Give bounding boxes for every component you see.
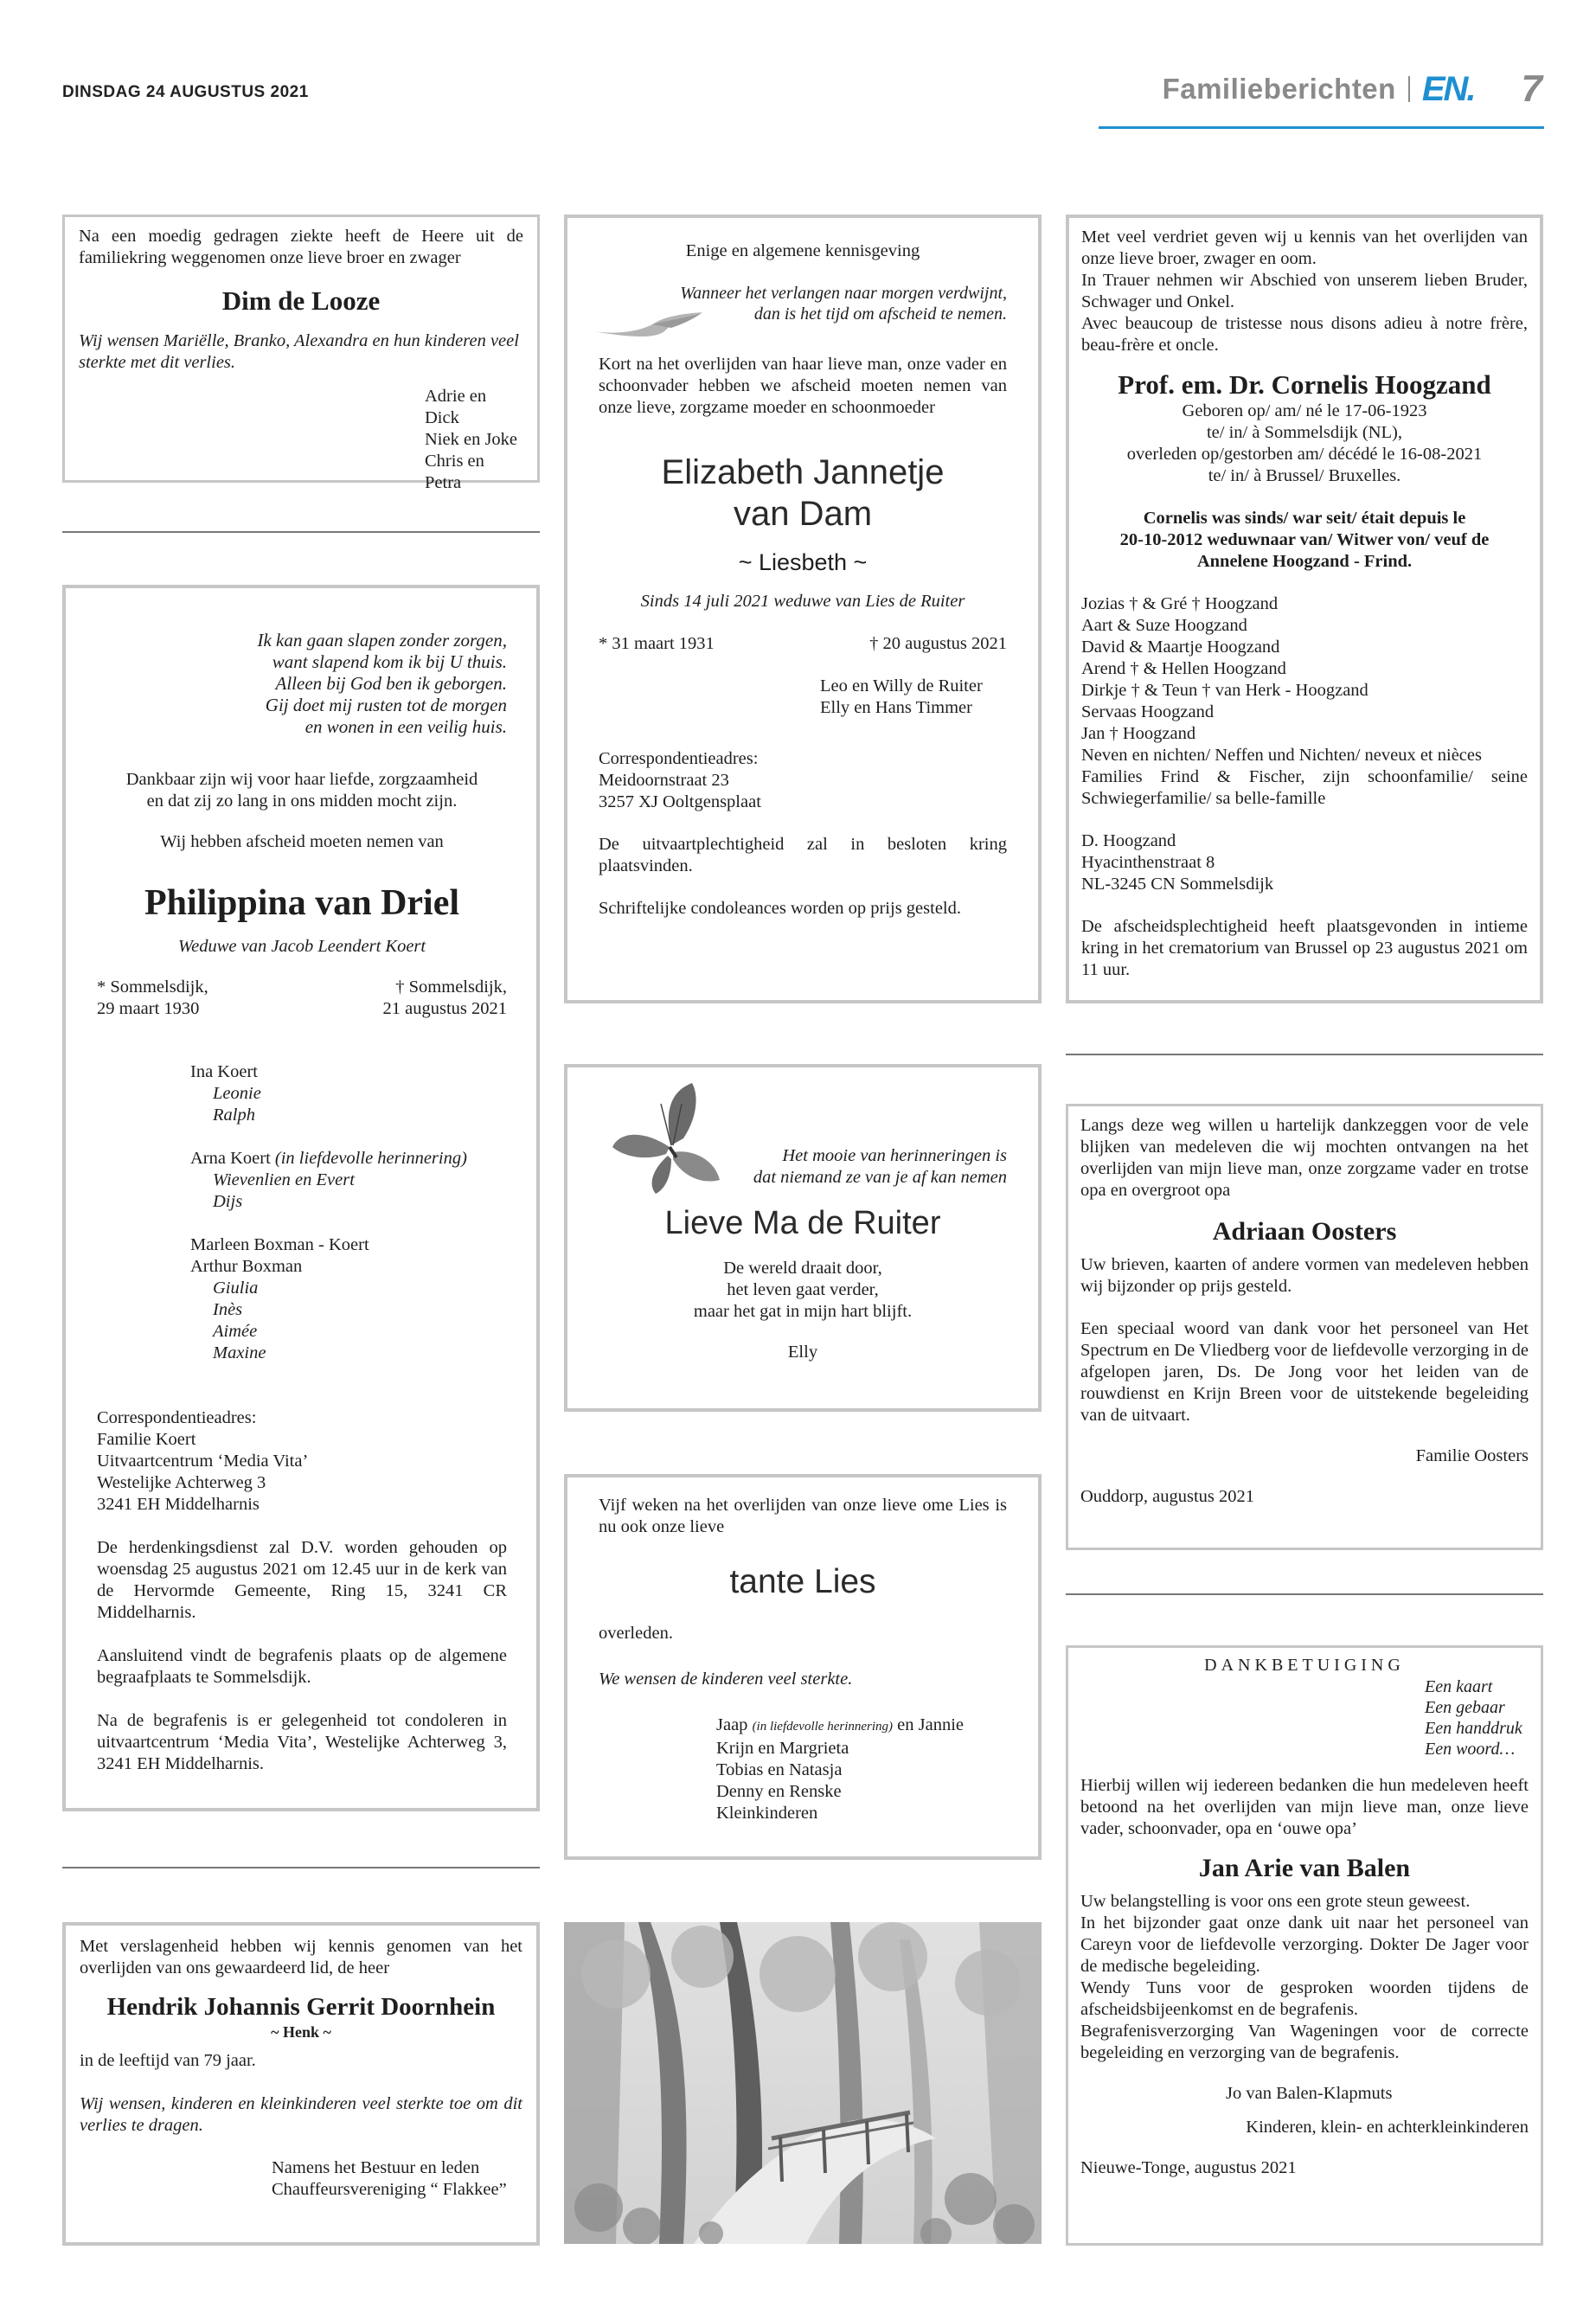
ad-place: Nieuwe-Tonge, augustus 2021	[1080, 2158, 1297, 2177]
family-member: Arend † & Hellen Hoogzand	[1081, 659, 1286, 678]
poem-line: Alleen bij God ben ik geborgen.	[275, 673, 507, 694]
page-header	[1163, 67, 1542, 111]
ad-signature: Elly	[787, 1343, 818, 1362]
death-place: † Sommelsdijk,	[395, 977, 507, 997]
column-divider	[62, 531, 540, 533]
header-divider	[1408, 76, 1410, 102]
ad-widow: Weduwe van Jacob Leendert Koert	[177, 937, 426, 956]
ad-condolence: Na de begrafenis is er gelegenheid tot condoleren in uitvaartcentrum ‘Media Vita’, Westelijke Achterweg 3, 3241 EH Middelharnis.	[97, 1711, 507, 1773]
page-number: 7	[1521, 67, 1542, 110]
column-divider	[62, 1867, 540, 1868]
ad-poem	[599, 1258, 1007, 1323]
ad-condolences: Schriftelijke condoleances worden op prijs gesteld.	[599, 899, 961, 918]
ad-burial: Aansluitend vindt de begrafenis plaats op de algemene begraafplaats te Sommelsdijk.	[97, 1646, 507, 1687]
en-logo: EN.	[1421, 69, 1475, 108]
ad-intro: Kort na het overlijden van haar lieve man, onze vader en schoonvader hebben we afscheid moeten nemen van onze lieve, zorgzame moeder en schoonmoeder	[599, 355, 1007, 417]
birth-info	[97, 977, 208, 1020]
gratitude-line: Dankbaar zijn wij voor haar liefde, zorgzaamheid	[125, 770, 478, 789]
ad-jan-arie-van-balen	[1066, 1645, 1543, 2246]
poem-line: het leven gaat verder,	[727, 1280, 879, 1299]
birth-date: * 31 maart 1931	[599, 634, 715, 653]
ad-signature: Kinderen, klein- en achterkleinkinderen	[1246, 2118, 1529, 2137]
name-line: van Dam	[733, 495, 873, 533]
ad-quote-line: dan is het tijd om afscheid te nemen.	[753, 304, 1007, 324]
gratitude-line: en dat zij zo lang in ons midden mocht zijn.	[146, 792, 458, 811]
ad-dates	[97, 977, 507, 1020]
family-member: Maxine	[213, 1343, 266, 1362]
signature-line: Namens het Bestuur en leden	[272, 2158, 480, 2177]
ad-name: Dim de Looze	[221, 285, 381, 316]
ad-correspondence	[599, 748, 1007, 813]
detail-line: overleden op/gestorben am/ décédé le 16-08-2021	[1126, 445, 1483, 464]
header-rule	[1099, 126, 1544, 129]
ad-tante-lies	[564, 1474, 1042, 1860]
ad-correspondence	[97, 1407, 507, 1516]
ad-intro: Na een moedig gedragen ziekte heeft de Heere uit de familiekring weggenomen onze lieve broer en zwager	[79, 227, 523, 267]
signatory-name: Jaap	[716, 1715, 748, 1734]
death-date: † 20 augustus 2021	[869, 634, 1007, 653]
ad-nickname: ~ Liesbeth ~	[738, 549, 868, 575]
detail-line: te/ in/ à Brussel/ Bruxelles.	[1208, 466, 1401, 485]
ad-intro: Langs deze weg willen u hartelijk dankzeggen voor de vele blijken van medeleven die wij mochten ontvangen na het overlijden van mijn lieve man, onze zorgzame vader en trotse opa en overgroot opa	[1080, 1116, 1529, 1200]
ad-signature: Familie Oosters	[1415, 1446, 1529, 1465]
section-title: Familieberichten	[1162, 73, 1396, 105]
address-line: 3257 XJ Ooltgensplaat	[599, 792, 761, 811]
signatory: Krijn en Margrieta	[716, 1739, 849, 1758]
ad-name	[599, 452, 1007, 535]
widower-line: Cornelis was sinds/ war seit/ était depuis le	[1143, 509, 1466, 528]
ad-age: in de leeftijd van 79 jaar.	[80, 2051, 256, 2070]
family-note: (in liefdevolle herinnering)	[274, 1149, 467, 1168]
ad-name: Hendrik Johannis Gerrit Doornhein	[106, 1993, 496, 2021]
ad-name: Prof. em. Dr. Cornelis Hoogzand	[1118, 369, 1491, 400]
ad-address	[1081, 830, 1528, 895]
ad-name: tante Lies	[729, 1563, 876, 1600]
ad-gratitude	[97, 769, 507, 812]
name-line: Elizabeth Jannetje	[661, 453, 945, 491]
ad-quote-block	[599, 283, 1007, 333]
detail-line: te/ in/ à Sommelsdijk (NL),	[1206, 423, 1403, 442]
ad-dim-de-looze	[62, 215, 540, 492]
address-line: NL-3245 CN Sommelsdijk	[1081, 875, 1274, 894]
family-member: Jan † Hoogzand	[1081, 724, 1196, 743]
signatory: Leo en Willy de Ruiter	[820, 676, 983, 695]
column-divider	[1066, 1054, 1543, 1055]
family-member: Jozias † & Gré † Hoogzand	[1081, 594, 1279, 613]
forest-path-image	[564, 1922, 1042, 2244]
ad-signatories	[820, 676, 1007, 719]
ad-paragraph: Wendy Tuns voor de gesproken woorden tijdens de afscheidsbijeenkomst en de begrafenis.	[1080, 1978, 1529, 2019]
ad-intro-de: In Trauer nehmen wir Abschied von unserem lieben Bruder, Schwager und Onkel.	[1081, 271, 1528, 311]
signature-line: Chauffeursvereniging “ Flakkee”	[272, 2180, 507, 2199]
column-divider	[1066, 1593, 1543, 1595]
address-line: Westelijke Achterweg 3	[97, 1473, 266, 1492]
ad-place: Ouddorp, augustus 2021	[1080, 1487, 1255, 1506]
detail-line: Geboren op/ am/ né le 17-06-1923	[1182, 401, 1427, 420]
ad-signature: Jo van Balen-Klapmuts	[1226, 2084, 1393, 2103]
signatory: Adrie en Dick	[425, 387, 487, 427]
poem-line: De wereld draait door,	[723, 1259, 882, 1278]
ad-signatories	[425, 386, 523, 494]
ad-philippina-van-driel	[62, 585, 540, 1811]
signatory-name: en Jannie	[897, 1715, 964, 1734]
address-line: Hyacinthenstraat 8	[1081, 853, 1215, 872]
family-member: Dijs	[213, 1192, 243, 1211]
ad-wish: Wij wensen, kinderen en kleinkinderen veel sterkte toe om dit verlies te dragen.	[80, 2094, 522, 2135]
ad-intro-nl: Met veel verdriet geven wij u kennis van het overlijden van onze lieve broer, zwager en oom.	[1081, 228, 1528, 268]
poem-line: Een kaart	[1425, 1677, 1493, 1696]
ad-name: Jan Arie van Balen	[1198, 1854, 1411, 1882]
ad-family	[190, 1061, 507, 1364]
butterfly-icon	[609, 1078, 730, 1199]
family-member: Families Frind & Fischer, zijn schoonfamilie/ seine Schwiegerfamilie/ sa belle-famille	[1081, 767, 1528, 808]
ad-cornelis-hoogzand	[1066, 215, 1543, 1003]
poem-line: en wonen in een veilig huis.	[304, 716, 507, 737]
ad-notice: Enige en algemene kennisgeving	[685, 241, 920, 260]
poem-line: Gij doet mij rusten tot de morgen	[265, 695, 507, 715]
signatory: Niek en Joke	[425, 430, 518, 449]
family-member: Neven en nichten/ Neffen und Nichten/ neveux et nièces	[1081, 746, 1482, 765]
ad-poem	[1425, 1676, 1529, 1759]
signatory: Elly en Hans Timmer	[820, 698, 972, 717]
ad-signatories	[716, 1715, 1007, 1824]
ad-service: De herdenkingsdienst zal D.V. worden gehouden op woensdag 25 augustus 2021 om 12.45 uur in de kerk van de Hervormde Gemeente, Ring 15, 3241 CR Middelharnis.	[97, 1538, 507, 1622]
ad-signatures	[272, 2157, 522, 2201]
address-line: Uitvaartcentrum ‘Media Vita’	[97, 1452, 309, 1471]
address-line: D. Hoogzand	[1081, 831, 1176, 850]
family-member	[190, 1148, 507, 1170]
signatory: Tobias en Natasja	[716, 1760, 843, 1779]
family-member: Ralph	[213, 1106, 255, 1125]
ad-widow: Sinds 14 juli 2021 weduwe van Lies de Ruiter	[640, 592, 965, 611]
ad-paragraph: Uw belangstelling is voor ons een grote steun geweest.	[1080, 1892, 1471, 1911]
address-line: Familie Koert	[97, 1430, 196, 1449]
family-member: Aart & Suze Hoogzand	[1081, 616, 1247, 635]
ad-intro: Hierbij willen wij iedereen bedanken die hun medeleven heeft betoond na het overlijden van mijn lieve man, onze lieve vader, schoonvader, opa en ‘ouwe opa’	[1080, 1776, 1529, 1838]
ad-name: Lieve Ma de Ruiter	[664, 1205, 941, 1241]
ad-dates	[599, 633, 1007, 655]
ad-died: overleden.	[599, 1624, 673, 1643]
family-member: Aimée	[213, 1322, 258, 1341]
address-line: Meidoornstraat 23	[599, 771, 729, 790]
signatory: Chris en Petra	[425, 452, 484, 492]
ad-quote-line: Wanneer het verlangen naar morgen verdwijnt,	[680, 284, 1007, 303]
ad-ceremony: De afscheidsplechtigheid heeft plaatsgevonden in intieme kring in het crematorium van Brussel op 23 augustus 2021 om 11 uur.	[1081, 917, 1528, 979]
widower-line: Annelene Hoogzand - Frind.	[1196, 552, 1413, 571]
seagull-icon	[592, 309, 721, 340]
birth-date: 29 maart 1930	[97, 999, 200, 1018]
poem-line: Een handdruk	[1425, 1719, 1522, 1738]
page-date: DINSDAG 24 AUGUSTUS 2021	[62, 83, 309, 101]
death-info	[383, 977, 508, 1020]
ad-name: Adriaan Oosters	[1212, 1217, 1397, 1246]
ad-family	[1081, 593, 1528, 810]
ad-intro-fr: Avec beaucoup de tristesse nous disons adieu à notre frère, beau-frère et oncle.	[1081, 314, 1528, 355]
quote-line: Het mooie van herinneringen is	[782, 1146, 1007, 1165]
family-member: Inès	[213, 1300, 243, 1319]
quote-line: dat niemand ze van je af kan nemen	[753, 1168, 1007, 1187]
ad-adriaan-oosters	[1066, 1104, 1543, 1550]
poem-line: Een gebaar	[1425, 1698, 1505, 1717]
family-member: Leonie	[213, 1084, 261, 1103]
ad-details	[1081, 401, 1528, 487]
ad-widower	[1081, 508, 1528, 573]
poem-line: maar het gat in mijn hart blijft.	[693, 1302, 913, 1321]
ad-farewell: Wij hebben afscheid moeten nemen van	[160, 832, 444, 851]
birth-place: * Sommelsdijk,	[97, 977, 208, 997]
family-member: Ina Koert	[190, 1062, 258, 1081]
ad-paragraph: In het bijzonder gaat onze dank uit naar het personeel van Careyn voor de liefdevolle verzorging. Dokter De Jager voor de medische begeleiding.	[1080, 1913, 1529, 1976]
family-member: David & Maartje Hoogzand	[1081, 638, 1280, 657]
ad-paragraph: Begrafenisverzorging Van Wageningen voor de correcte begeleiding en verzorging van de begrafenis.	[1080, 2022, 1529, 2062]
family-member: Arthur Boxman	[190, 1257, 303, 1276]
ad-nickname: ~ Henk ~	[271, 2023, 331, 2041]
signatory-note: (in liefdevolle herinnering)	[752, 1720, 894, 1734]
ad-wish: Wij wensen Mariëlle, Branko, Alexandra en hun kinderen veel sterkte met dit verlies.	[79, 331, 519, 372]
address-line: Correspondentieadres:	[599, 749, 759, 768]
ad-name: Philippina van Driel	[144, 883, 460, 923]
ad-intro: Vijf weken na het overlijden van onze lieve ome Lies is nu ook onze lieve	[599, 1496, 1007, 1536]
poem-line: Ik kan gaan slapen zonder zorgen,	[257, 630, 507, 651]
address-line: Correspondentieadres:	[97, 1408, 257, 1427]
ad-intro: Met verslagenheid hebben wij kennis genomen van het overlijden van ons gewaardeerd lid, de heer	[80, 1937, 522, 1977]
signatory: Denny en Renske	[716, 1782, 842, 1801]
ad-lieve-ma-de-ruiter	[564, 1064, 1042, 1412]
ad-poem	[227, 630, 507, 738]
ad-paragraph: Een speciaal woord van dank voor het personeel van Het Spectrum en De Vliedberg voor de liefdevolle verzorging in de afgelopen jaren, Ds. De Jong voor het leiden van de rouwdienst en Krijn Breen voor de uitstekende begeleiding van de uitvaart.	[1080, 1319, 1529, 1425]
ad-funeral: De uitvaartplechtigheid zal in besloten kring plaatsvinden.	[599, 835, 1007, 875]
widower-line: 20-10-2012 weduwnaar van/ Witwer von/ veuf de	[1119, 530, 1490, 549]
poem-line: want slapend kom ik bij U thuis.	[272, 651, 507, 672]
poem-line: Een woord…	[1425, 1740, 1516, 1759]
family-member: Dirkje † & Teun † van Herk - Hoogzand	[1081, 681, 1368, 700]
signatory: Kleinkinderen	[716, 1804, 818, 1823]
death-date: 21 augustus 2021	[382, 999, 507, 1018]
ad-paragraph: Uw brieven, kaarten of andere vormen van medeleven hebben wij bijzonder op prijs gesteld.	[1080, 1255, 1529, 1296]
family-member: Servaas Hoogzand	[1081, 702, 1215, 721]
family-member: Marleen Boxman - Koert	[190, 1235, 369, 1254]
ad-heading: DANKBETUIGING	[1204, 1656, 1405, 1675]
signatory	[716, 1715, 1007, 1738]
ad-elizabeth-van-dam	[564, 215, 1042, 1003]
ad-hendrik-doornhein	[62, 1922, 540, 2246]
family-member: Giulia	[213, 1279, 259, 1298]
ad-wish: We wensen de kinderen veel sterkte.	[599, 1670, 853, 1689]
family-member: Wievenlien en Evert	[213, 1170, 355, 1189]
address-line: 3241 EH Middelharnis	[97, 1495, 260, 1514]
family-name: Arna Koert	[190, 1149, 271, 1168]
